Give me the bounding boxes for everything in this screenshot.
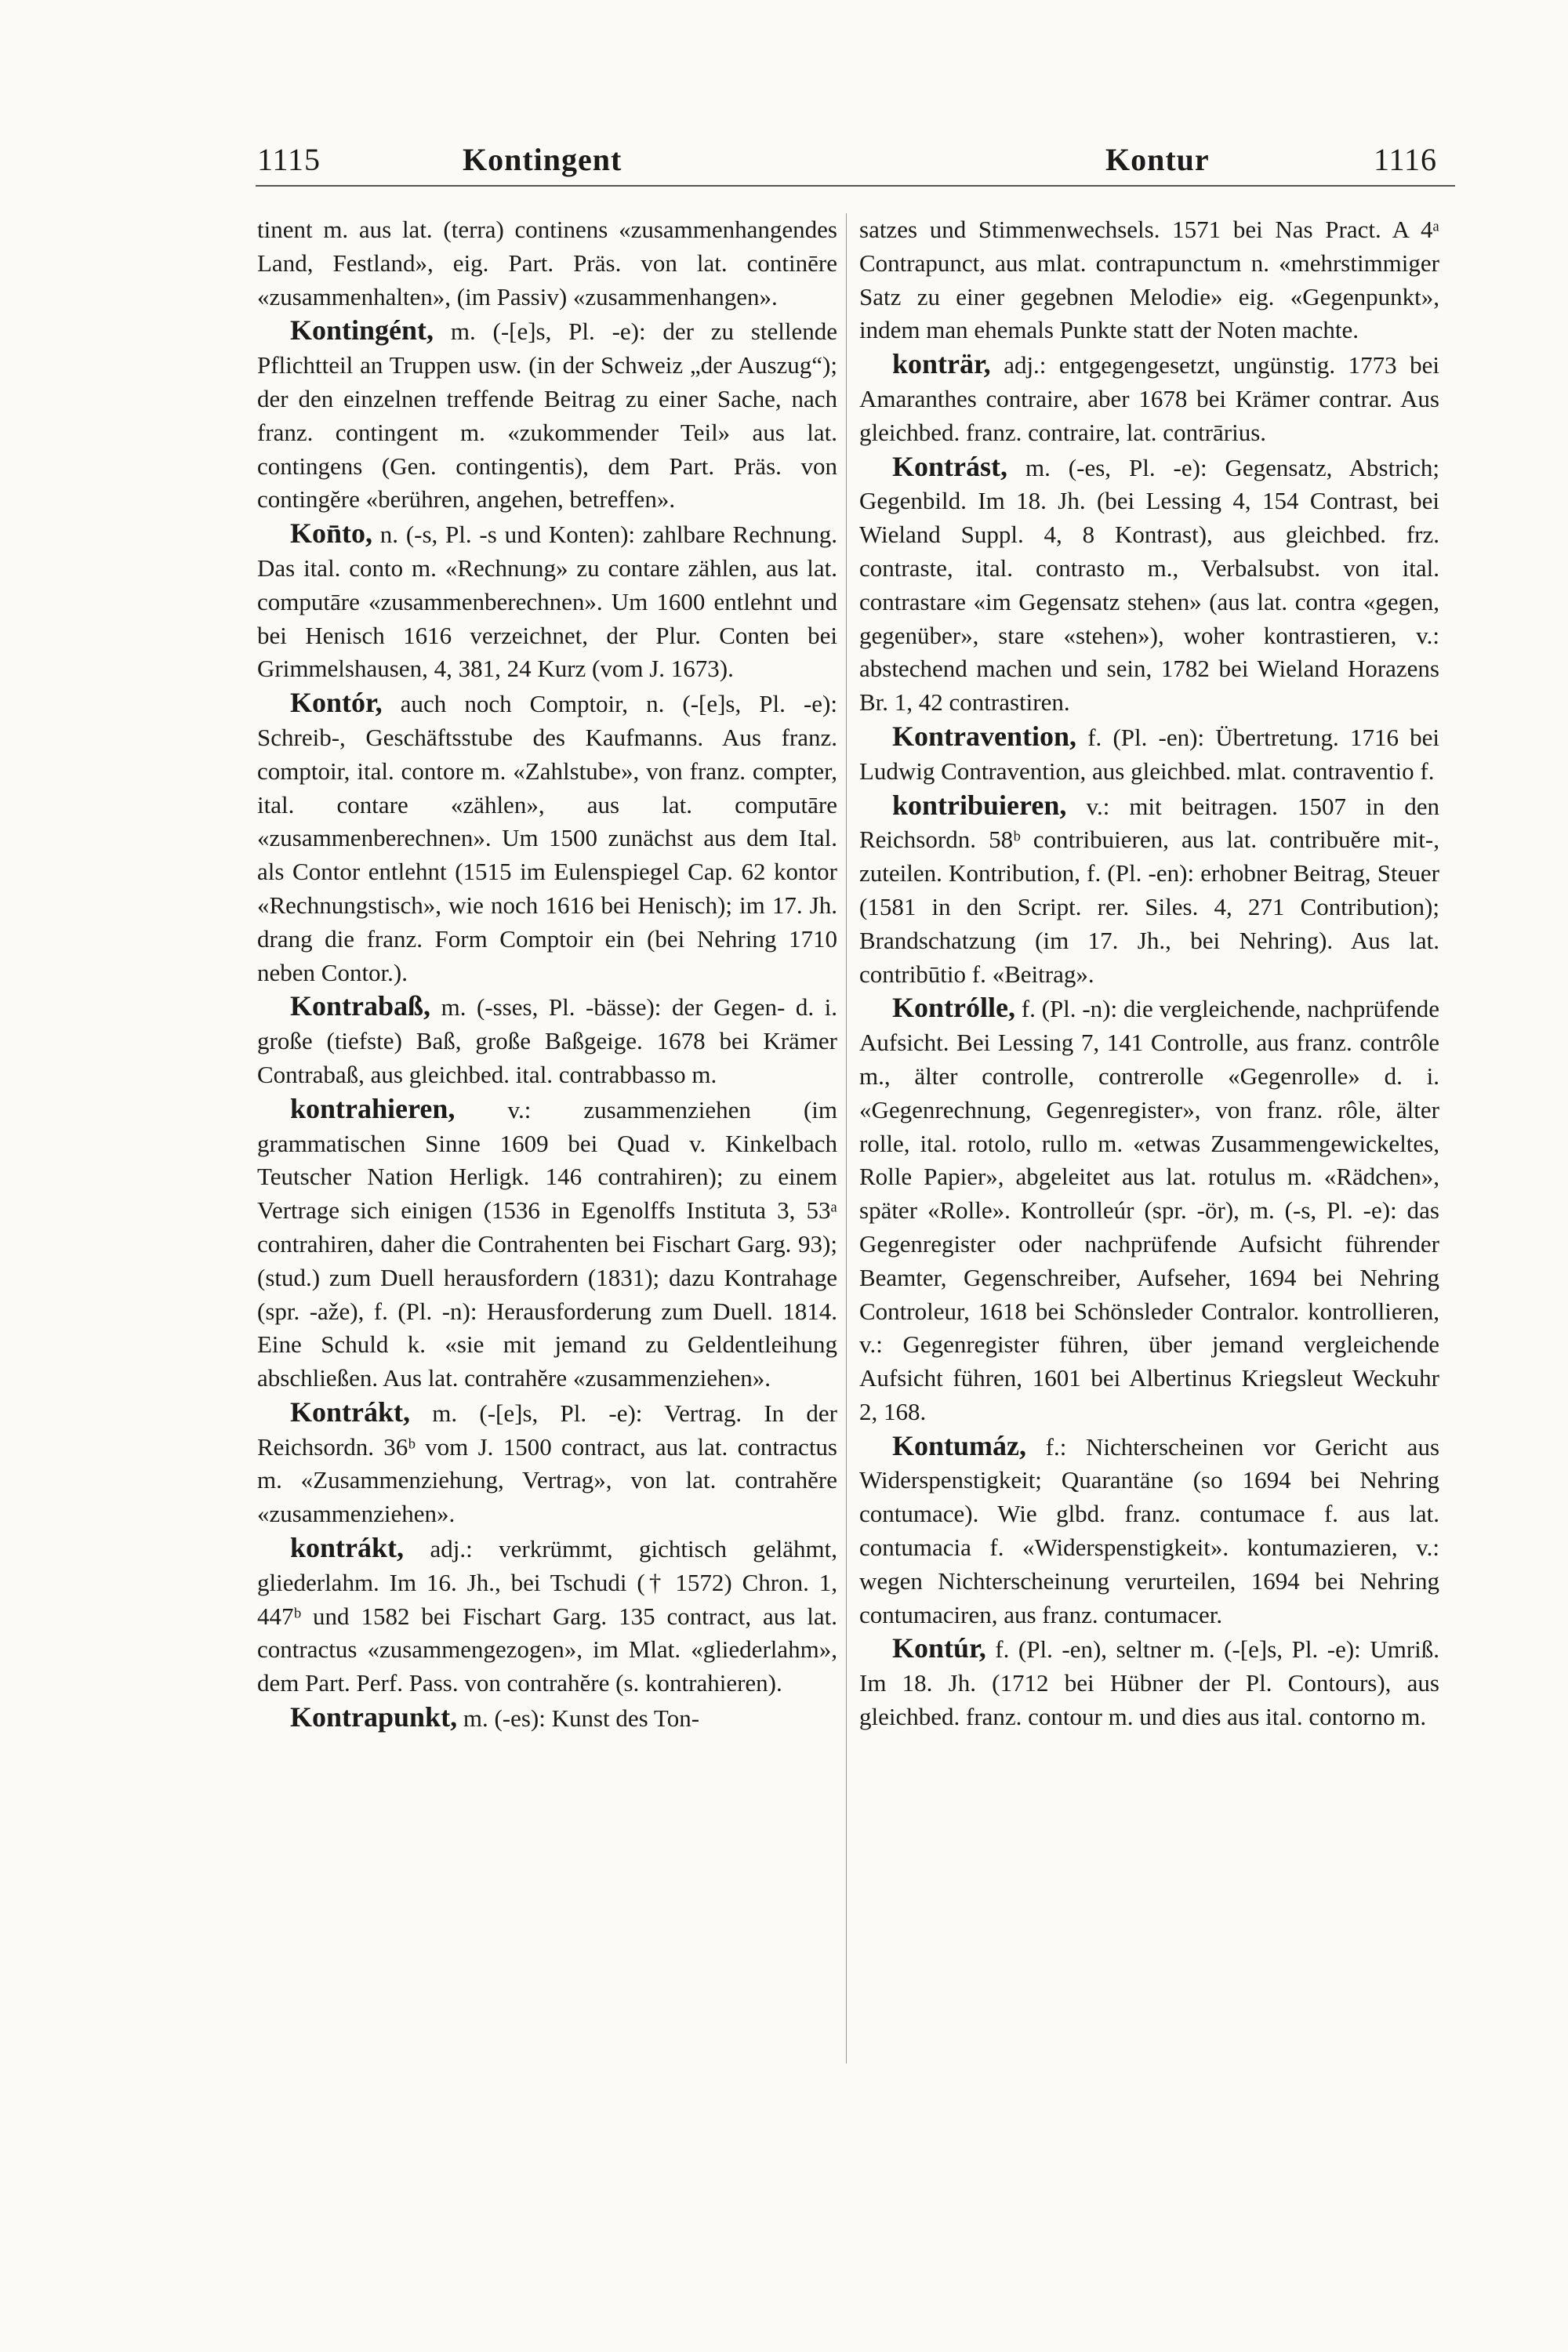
left-column <box>257 212 837 1736</box>
entry: Kontrabaß, m. (-sses, Pl. -bässe): der Gegen- d. i. große (tiefste) Baß, große Baßgeige. 1678 bei Krämer Contrabaß, aus gleichbed. ital. contrabbasso m. <box>257 990 837 1088</box>
entry: Kontrólle, f. (Pl. -n): die vergleichende, nachprüfende Aufsicht. Bei Lessing 7, 141 Controlle, aus franz. contrôle m., älter controlle, contrerolle «Gegenrolle» d. i. «Gegenrechnung, Gegenregister», von franz. rôle, älter rolle, ital. rotolo, rullo m. «etwas Zusammengewickeltes, Rolle Papier», abgeleitet aus lat. rotulus m. «Rädchen», später «Rolle». Kontrolleúr (spr. -ör), m. (-s, Pl. -e): das Gegenregister oder nachprüfende Aufsicht führender Beamter, Gegenschreiber, Aufseher, 1694 bei Nehring Controleur, 1618 bei Schönsleder Contralor. kontrollieren, v.: Gegenregister führen, über jemand vergleichende Aufsicht führen, 1601 bei Albertinus Kriegsleut Weckuhr 2, 168. <box>859 992 1439 1425</box>
entry: kontribuieren, v.: mit beitragen. 1507 in den Reichsordn. 58ᵇ contribuieren, aus lat. contribuĕre mit-, zuteilen. Kontribution, f. (Pl. -en): erhobner Beitrag, Steuer (1581 in den Script. rer. Siles. 4, 271 Contribution); Brandschatzung (im 17. Jh., bei Nehring). Aus lat. contribūtio f. «Beitrag». <box>859 789 1440 988</box>
entry: Kontrapunkt, m. (-es): Kunst des Ton- <box>290 1701 700 1733</box>
header-rule <box>256 185 1455 187</box>
entry: satzes und Stimmenwechsels. 1571 bei Nas Pract. A 4ᵃ Contrapunct, aus mlat. contrapunctum n. «mehrstimmiger Satz zu einer gegebnen Melodie» eig. «Gegenpunkt», indem man ehemals Punkte statt der Noten machte. <box>859 216 1439 344</box>
column-divider <box>846 213 847 2063</box>
entry: Kontrást, m. (-es, Pl. -e): Gegensatz, Abstrich; Gegenbild. Im 18. Jh. (bei Lessing 4, 154 Contrast, bei Wieland Suppl. 4, 8 Kontrast), aus gleichbed. frz. contraste, ital. contrasto m., Verbalsubst. von ital. contrastare «im Gegensatz stehen» (aus lat. contra «gegen, gegenüber», stare «stehen»), woher kontrastieren, v.: abstechend machen und sein, 1782 bei Wieland Horazens Br. 1, 42 contrastiren. <box>859 450 1440 717</box>
entry: Kontumáz, f.: Nichterscheinen vor Gericht aus Widerspenstigkeit; Quarantäne (so 1694 bei Nehring contumace). Wie glbd. franz. contumace f. aus lat. contumacia f. «Widerspenstigkeit». kontumazieren, v.: wegen Nichterscheinung verurteilen, 1694 bei Nehring contumaciren, aus franz. contumacer. <box>859 1429 1440 1628</box>
entry: Kontór, auch noch Comptoir, n. (-[e]s, Pl. -e): Schreib-, Geschäftsstube des Kaufmanns. Aus franz. comptoir, ital. contore m. «Zahlstube», von franz. compter, ital. contare «zählen», aus lat. computāre «zusammenberechnen». Um 1500 zunächst aus dem Ital. als Contor entlehnt (1515 im Eulenspiegel Cap. 62 kontor «Rechnungstisch», wie noch 1616 bei Henisch); im 17. Jh. drang die franz. Form Comptoir ein (bei Nehring 1710 neben Contor.). <box>257 687 837 986</box>
entry: kontrahieren, v.: zusammenziehen (im grammatischen Sinne 1609 bei Quad v. Kinkelbach Teutscher Nation Herligk. 146 contrahiren); zu einem Vertrage sich einigen (1536 in Egenolffs Instituta 3, 53ᵃ contrahiren, daher die Contrahenten bei Fischart Garg. 93); (stud.) zum Duell herausfordern (1831); dazu Kontrahage (spr. -aže), f. (Pl. -n): Herausforderung zum Duell. 1814. Eine Schuld k. «sie mit jemand zu Geldentleihung abschließen. Aus lat. contrahĕre «zusammenziehen». <box>257 1092 838 1392</box>
entry: Kontúr, f. (Pl. -en), seltner m. (-[e]s, Pl. -e): Umriß. Im 18. Jh. (1712 bei Hübner der Pl. Contours), aus gleichbed. franz. contour m. und dies aus ital. contorno m. <box>859 1632 1440 1731</box>
entry: Kontingént, m. (-[e]s, Pl. -e): der zu stellende Pflichtteil an Truppen usw. (in der Schweiz „der Auszug“); der den einzelnen treffende Beitrag zu einer Sache, nach franz. contingent m. «zukommender Teil» aus lat. contingens (Gen. contingentis), dem Part. Präs. von contingĕre «berühren, angehen, betreffen». <box>257 314 838 514</box>
entry: Kontravention, f. (Pl. -en): Übertretung. 1716 bei Ludwig Contravention, aus gleichbed. mlat. contraventio f. <box>859 720 1440 785</box>
entry: konträr, adj.: entgegengesetzt, ungünstig. 1773 bei Amaranthes contraire, aber 1678 bei Krämer contrar. Aus gleichbed. franz. contraire, lat. contrārius. <box>859 348 1440 446</box>
right-column <box>859 212 1439 1734</box>
left-page-number: 1115 <box>257 142 321 177</box>
entry: Kon̄to, n. (-s, Pl. -s und Konten): zahlbare Rechnung. Das ital. conto m. «Rechnung» zu contare zählen, aus lat. computāre «zusammenberechnen». Um 1600 entlehnt und bei Henisch 1616 verzeichnet, der Plur. Conten bei Grimmelshausen, 4, 381, 24 Kurz (vom J. 1673). <box>257 517 837 683</box>
left-running-head: Kontingent <box>463 142 622 177</box>
right-running-head: Kontur <box>1105 142 1210 177</box>
entry: Kontrákt, m. (-[e]s, Pl. -e): Vertrag. In der Reichsordn. 36ᵇ vom J. 1500 contract, aus lat. contractus m. «Zusammenziehung, Vertrag», von lat. contrahĕre «zusammenziehen». <box>257 1396 837 1528</box>
entry: tinent m. aus lat. (terra) continens «zusammenhangendes Land, Festland», eig. Part. Präs. von lat. continēre «zusammenhalten», (im Passiv) «zusammenhangen». <box>257 216 837 310</box>
entry: kontrákt, adj.: verkrümmt, gichtisch gelähmt, gliederlahm. Im 16. Jh., bei Tschudi († 1572) Chron. 1, 447ᵇ und 1582 bei Fischart Garg. 135 contract, aus lat. contractus «zusammengezogen», im Mlat. «gliederlahm», dem Part. Perf. Pass. von contrahĕre (s. kontrahieren). <box>257 1532 838 1697</box>
right-page-number: 1116 <box>1374 142 1438 177</box>
